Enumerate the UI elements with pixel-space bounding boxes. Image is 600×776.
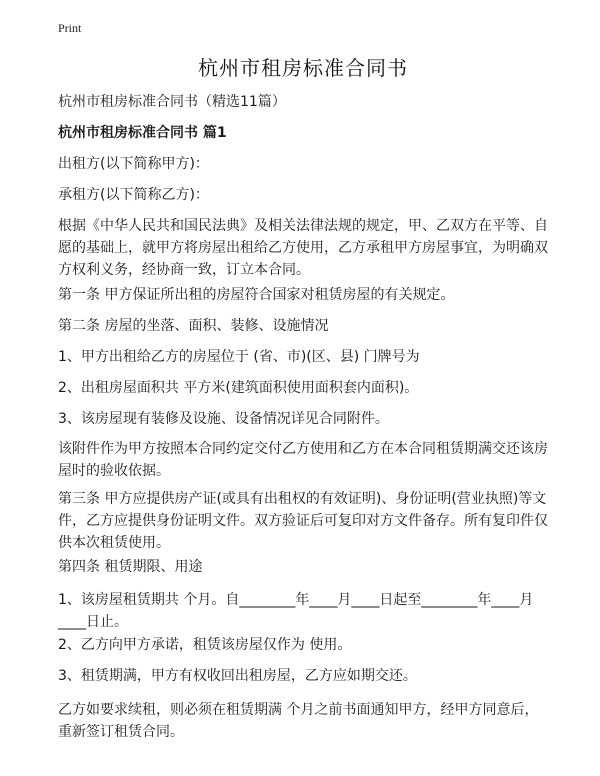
paragraph-term: 1、该房屋租赁期共 个月。自________年____月____日起至________年____月____日止。 — [58, 592, 534, 630]
paragraph-preamble: 根据《中华人民共和国民法典》及相关法律法规的规定，甲、乙双方在平等、自愿的基础上，就甲方将房屋出租给乙方使用，乙方承租甲方房屋事宜，为明确双方权利义务，经协商一致，订立本合同。 — [58, 218, 548, 278]
paragraph-expiry: 3、租赁期满，甲方有权收回出租房屋，乙方应如期交还。 — [58, 668, 417, 684]
paragraph-article-3: 第三条 甲方应提供房产证(或具有出租权的有效证明)、身份证明(营业执照)等文件，乙方应提供身份证明文件。双方验证后可复印对方文件备存。所有复印件仅供本次租赁使用。 — [58, 491, 548, 551]
paragraph-article-1: 第一条 甲方保证所出租的房屋符合国家对租赁房屋的有关规定。 — [58, 287, 455, 303]
section-heading: 杭州市租房标准合同书 篇1 — [58, 125, 227, 141]
paragraph-item-facilities: 3、该房屋现有装修及设施、设备情况详见合同附件。 — [58, 411, 389, 427]
paragraph-item-area: 2、出租房屋面积共 平方米(建筑面积使用面积套内面积)。 — [58, 380, 419, 396]
document-title: 杭州市租房标准合同书 — [198, 56, 408, 80]
paragraph-renewal: 乙方如要求续租，则必须在租赁期满 个月之前书面通知甲方，经甲方同意后，重新签订租赁合同。 — [58, 702, 539, 740]
paragraph-lessee: 承租方(以下简称乙方)： — [58, 187, 209, 203]
print-label: Print — [58, 21, 82, 35]
document-subtitle: 杭州市租房标准合同书（精选11篇） — [58, 94, 286, 110]
paragraph-use: 2、乙方向甲方承诺，租赁该房屋仅作为 使用。 — [58, 637, 352, 653]
paragraph-lessor: 出租方(以下简称甲方)： — [58, 156, 209, 172]
paragraph-item-location: 1、甲方出租给乙方的房屋位于 (省、市)(区、县) 门牌号为 — [58, 349, 420, 365]
paragraph-article-2: 第二条 房屋的坐落、面积、装修、设施情况 — [58, 318, 329, 334]
paragraph-article-4: 第四条 租赁期限、用途 — [58, 559, 203, 575]
paragraph-attachment: 该附件作为甲方按照本合同约定交付乙方使用和乙方在本合同租赁期满交还该房屋时的验收依据。 — [58, 441, 548, 479]
